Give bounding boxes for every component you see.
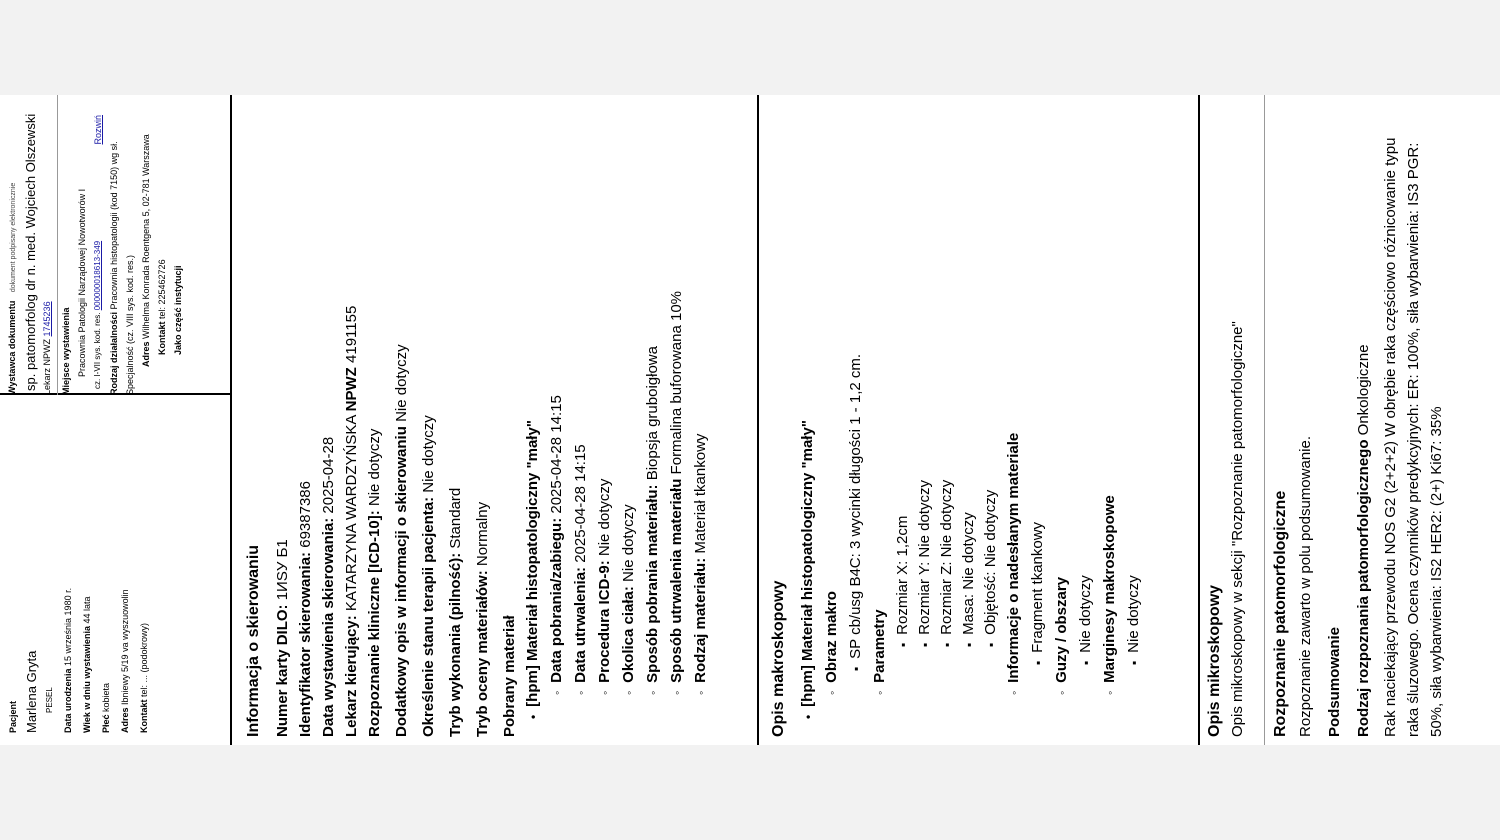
mode-row: Tryb wykonania (pilność): Standard xyxy=(447,487,464,737)
sample-item: ◦ Sposób utrwalenia materiału Formalina buforowana 10% xyxy=(668,291,685,695)
extra-desc-row: Dodatkowy opis w informacji o skierowaniu Nie dotyczy xyxy=(393,344,410,737)
sample-item: ◦ Sposób pobrania materiału: Biopsja gruboigłowa xyxy=(644,346,661,695)
issuer-activity-row: Rodzaj działalności Pracownia histopatologii (kod 7150) wg sł. Specjalność (cz. VIII sys. kod. res.) xyxy=(109,141,135,395)
referral-bottom-line xyxy=(757,95,759,745)
header-section xyxy=(0,95,232,745)
micro-bottom-line xyxy=(1264,95,1265,745)
age-row: Wiek w dniu wystawienia 44 lata xyxy=(82,596,92,733)
issuer-contact-row: Kontakt tel: 225462726 xyxy=(157,259,167,355)
header-bottom-line xyxy=(230,95,232,745)
param-item: ▪ Masa: Nie dotyczy xyxy=(960,512,977,647)
issuer-name: sp. patomorfolog dr n. med. Wojciech Olszewski xyxy=(23,113,38,391)
expand-link[interactable]: Rozwiń xyxy=(93,115,103,145)
param-item: ▪ Rozmiar Y: Nie dotyczy xyxy=(916,480,933,647)
micro-text: Opis mikroskopowy w sekcji "Rozpoznanie patomorfologiczne" xyxy=(1229,321,1246,737)
referral-section xyxy=(245,107,713,737)
diagnosis-text: Rozpoznanie zawarto w polu podsumowanie. xyxy=(1297,435,1314,737)
macro-params-label: ◦ Parametry xyxy=(871,609,888,695)
issuer-npwz-link[interactable]: 1745236 xyxy=(42,301,52,337)
doctor-row: Lekarz kierujący: KATARZYNA WARDZYŃSKA NPWZ 4191155 xyxy=(343,305,360,737)
issuer-part-row: Jako część instytucji xyxy=(173,265,183,355)
issuer-panel xyxy=(4,95,183,395)
issuer-heading-row: Wystawca dokumentu dokument podpisany elektronicznie xyxy=(7,182,17,395)
param-item: ▪ Rozmiar X: 1,2cm xyxy=(894,515,911,647)
issuer-code-link[interactable]: 000000018613-349 xyxy=(93,240,102,311)
macro-tumors-value: ▪ Nie dotyczy xyxy=(1077,575,1094,665)
pesel-label: PESEL xyxy=(45,687,54,713)
sex-row: Płeć kobieta xyxy=(101,682,111,733)
macro-image-value: ▪ SP cb/usg B4C: 3 wycinki długości 1 - 1,2 cm. xyxy=(847,353,864,671)
sample-item: ◦ Okolica ciała: Nie dotyczy xyxy=(620,504,637,695)
sample-item: ◦ Data pobrania/zabiegu: 2025-04-28 14:15 xyxy=(548,395,565,695)
sample-item: ◦ Procedura ICD-9: Nie dotyczy xyxy=(596,478,613,695)
issuer-code-row: cz. I-VII sys. kod. res. 000000018613-349 xyxy=(93,240,102,389)
icd10-row: Rozpoznanie kliniczne [ICD-10]: Nie dotyczy xyxy=(366,428,383,737)
micro-heading: Opis mikroskopowy xyxy=(1206,584,1223,737)
document-band xyxy=(0,95,1500,745)
address-row: Adres Ibniewy 5/19 va wyszuowolin xyxy=(120,589,130,733)
issuer-npwz-row: Lekarz NPWZ 1745236 xyxy=(42,301,52,395)
sample-item: ◦ Rodzaj materiału: Materiał tkankowy xyxy=(692,433,709,695)
rotated-document xyxy=(0,95,1500,745)
diagnosis-section xyxy=(1272,107,1448,737)
macro-info-label: ◦ Informacje o nadesłanym materiale xyxy=(1005,432,1022,695)
macro-sample-title: • [hpm] Materiał histopatologiczny "mały" xyxy=(799,420,816,719)
diagnosis-type-row: Rodzaj rozpoznania patomorfologicznego Onkologiczne xyxy=(1355,344,1372,737)
patient-heading: Pacjent xyxy=(8,700,18,733)
macro-section xyxy=(770,107,1146,737)
referral-sample-title: • [hpm] Materiał histopatologiczny "mały" xyxy=(524,420,541,719)
contact-row: Kontakt tel: ... (podokrowy) xyxy=(139,622,149,733)
param-item: ▪ Rozmiar Z: Nie dotyczy xyxy=(938,479,955,647)
issuer-place-heading: Miejsce wystawienia xyxy=(57,95,74,395)
issuer-place-value: Pracownia Patologii Narządowej Nowotworów I xyxy=(77,188,87,377)
material-label: Pobrany materiał xyxy=(501,615,518,737)
param-item: ▪ Objętość: Nie dotyczy xyxy=(982,489,999,647)
diagnosis-body: Rak naciekający przewodu NOS G2 (2+2+2) W obrębie raka częściowo różnicowanie typu raka śluzowego. Ocena czynników predykcyjnych: ER: 100%, siła wybarwienia: IS3 PGR: 50%, siła wybarwienia: IS2 HER2: (2+) Ki67: 35% xyxy=(1382,137,1445,737)
macro-info-value: ▪ Fragment tkankowy xyxy=(1029,521,1046,665)
diagnosis-heading: Rozpoznanie patomorfologiczne xyxy=(1272,490,1289,737)
sample-item: ◦ Data utrwalenia: 2025-04-28 14:15 xyxy=(572,444,589,695)
referral-id-row: Identyfikator skierowania: 69387386 xyxy=(297,481,314,737)
referral-date-row: Data wystawienia skierowania: 2025-04-28 xyxy=(320,436,337,737)
macro-tumors-label: ◦ Guzy / obszary xyxy=(1053,576,1070,695)
macro-bottom-line xyxy=(1198,95,1200,745)
macro-image-label: ◦ Obraz makro xyxy=(823,591,840,695)
patient-name: Marlena Gryta xyxy=(24,650,39,733)
eval-row: Tryb oceny materiałów: Normalny xyxy=(474,501,491,737)
macro-margins-label: ◦ Marginesy makroskopowe xyxy=(1101,495,1118,695)
micro-section xyxy=(1206,107,1249,737)
issuer-addr-row: Adres Wilhelma Konrada Roentgena 5, 02-781 Warszawa xyxy=(141,134,151,367)
macro-margins-value: ▪ Nie dotyczy xyxy=(1125,575,1142,665)
patient-panel xyxy=(4,388,154,733)
therapy-row: Określenie stanu terapii pacjenta: Nie dotyczy xyxy=(420,415,437,737)
dilo-row: Numer karty DILO: 1ИЅУ Ƃ1 xyxy=(274,539,291,737)
summary-label: Podsumowanie xyxy=(1326,626,1343,737)
macro-heading: Opis makroskopowy xyxy=(770,580,787,737)
birth-row: Data urodzenia 15 września 1980 r. xyxy=(63,587,73,733)
referral-heading: Informacja o skierowaniu xyxy=(245,544,262,737)
